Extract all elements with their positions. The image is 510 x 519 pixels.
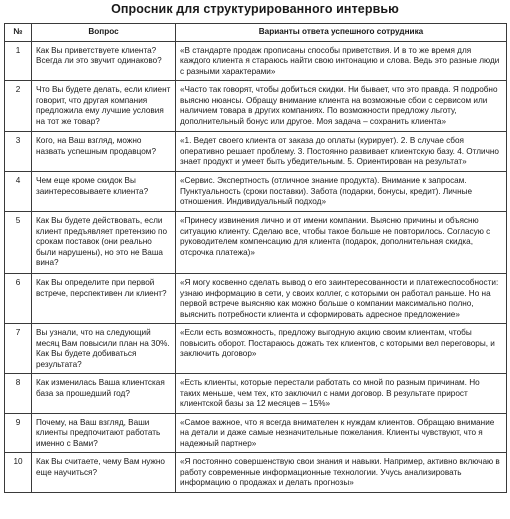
row-answer: «Часто так говорят, чтобы добиться скидки. Ни бывает, что это правда. Я подробно выясню нюансы. Обращу внимание клиента на возможные сбои с сервисом или наличием товара в других компаниях. По возможности предложу льготу, дополнительный бонус или другое. Моя задача – сохранить клиента» [176,81,507,132]
table-row [5,132,507,172]
row-number: 8 [5,374,32,414]
row-number: 4 [5,172,32,212]
table-row [5,81,507,132]
row-question: Как Вы считаете, чему Вам нужно еще научиться? [32,453,176,493]
row-number: 9 [5,413,32,453]
row-number: 5 [5,212,32,274]
table-row [5,453,507,493]
row-number: 7 [5,324,32,374]
row-question: Вы узнали, что на следующий месяц Вам повысили план на 30%. Как Вы будете добиваться результата? [32,324,176,374]
row-answer: «1. Ведет своего клиента от заказа до оплаты (курирует). 2. В случае сбоя оперативно решает проблему. 3. Постоянно развивает клиентскую базу. 4. Отлично знает продукт и умеет быть убедительным. 5. Ориентирован на результат» [176,132,507,172]
table-row [5,274,507,324]
table-row [5,374,507,414]
header-number: № [5,24,32,42]
row-number: 2 [5,81,32,132]
table-row [5,324,507,374]
row-question: Чем еще кроме скидок Вы заинтересовываете клиента? [32,172,176,212]
page-title: Опросник для структурированного интервью [111,2,399,16]
row-answer: «Я постоянно совершенствую свои знания и навыки. Например, активно включаю в работу современные информационные технологии. Учусь анализировать информацию о продажах и делать прогнозы» [176,453,507,493]
row-number: 1 [5,41,32,81]
row-answer: «Принесу извинения лично и от имени компании. Выясню причины и объясню ситуацию клиенту. Сделаю все, чтобы такое больше не повторилось. Согласую с руководителем компенсацию для клиента (подарок, дополнительная скидка, отсрочка платежа)» [176,212,507,274]
row-answer: «Есть клиенты, которые перестали работать со мной по разным причинам. Но таких меньше, чем тех, кто заключил с нами договор. В результате прирост клиентской базы за 12 месяцев – 15%» [176,374,507,414]
row-question: Как изменилась Ваша клиентская база за прошедший год? [32,374,176,414]
row-question: Кого, на Ваш взгляд, можно назвать успешным продавцом? [32,132,176,172]
row-question: Как Вы приветствуете клиента? Всегда ли это звучит одинаково? [32,41,176,81]
row-question: Как Вы определите при первой встрече, перспективен ли клиент? [32,274,176,324]
table-header-row [5,24,507,42]
table-row [5,413,507,453]
row-answer: «Сервис. Экспертность (отличное знание продукта). Внимание к запросам. Пунктуальность (сроки поставки). Забота (подарки, бонусы, кредит). Личные отношения. Индивидуальный подход» [176,172,507,212]
table-row [5,212,507,274]
table-row [5,172,507,212]
row-question: Что Вы будете делать, если клиент говорит, что другая компания предложила ему лучшие условия на тот же товар? [32,81,176,132]
row-answer: «Я могу косвенно сделать вывод о его заинтересованности и платежеспособности: узнаю информацию в сети, у своих коллег, с которыми он работал раньше. Но на первой встрече выясняю как можно больше о компании максимально полно, выяснить потребности клиента и сформировать адресное предложение» [176,274,507,324]
row-answer: «В стандарте продаж прописаны способы приветствия. И в то же время для каждого клиента я стараюсь найти свою интонацию и слова. Ведь это разные люди с разными характерами» [176,41,507,81]
row-number: 3 [5,132,32,172]
row-answer: «Самое важное, что я всегда внимателен к нуждам клиентов. Обращаю внимание на детали и даже самые незначительные пожелания. Клиенты чувствуют, что я надежный партнер» [176,413,507,453]
table-row [5,41,507,81]
header-question: Вопрос [32,24,176,42]
interview-table [4,23,507,493]
row-question: Почему, на Ваш взгляд, Ваши клиенты предпочитают работать именно с Вами? [32,413,176,453]
row-number: 6 [5,274,32,324]
row-answer: «Если есть возможность, предложу выгодную акцию своим клиентам, чтобы повысить оборот. Постараюсь дожать тех клиентов, с которыми вел переговоры, и заключить договор» [176,324,507,374]
row-number: 10 [5,453,32,493]
header-answer: Варианты ответа успешного сотрудника [176,24,507,42]
row-question: Как Вы будете действовать, если клиент предъявляет претензию по срокам поставок (они реально были нарушены), но это не Ваша вина? [32,212,176,274]
